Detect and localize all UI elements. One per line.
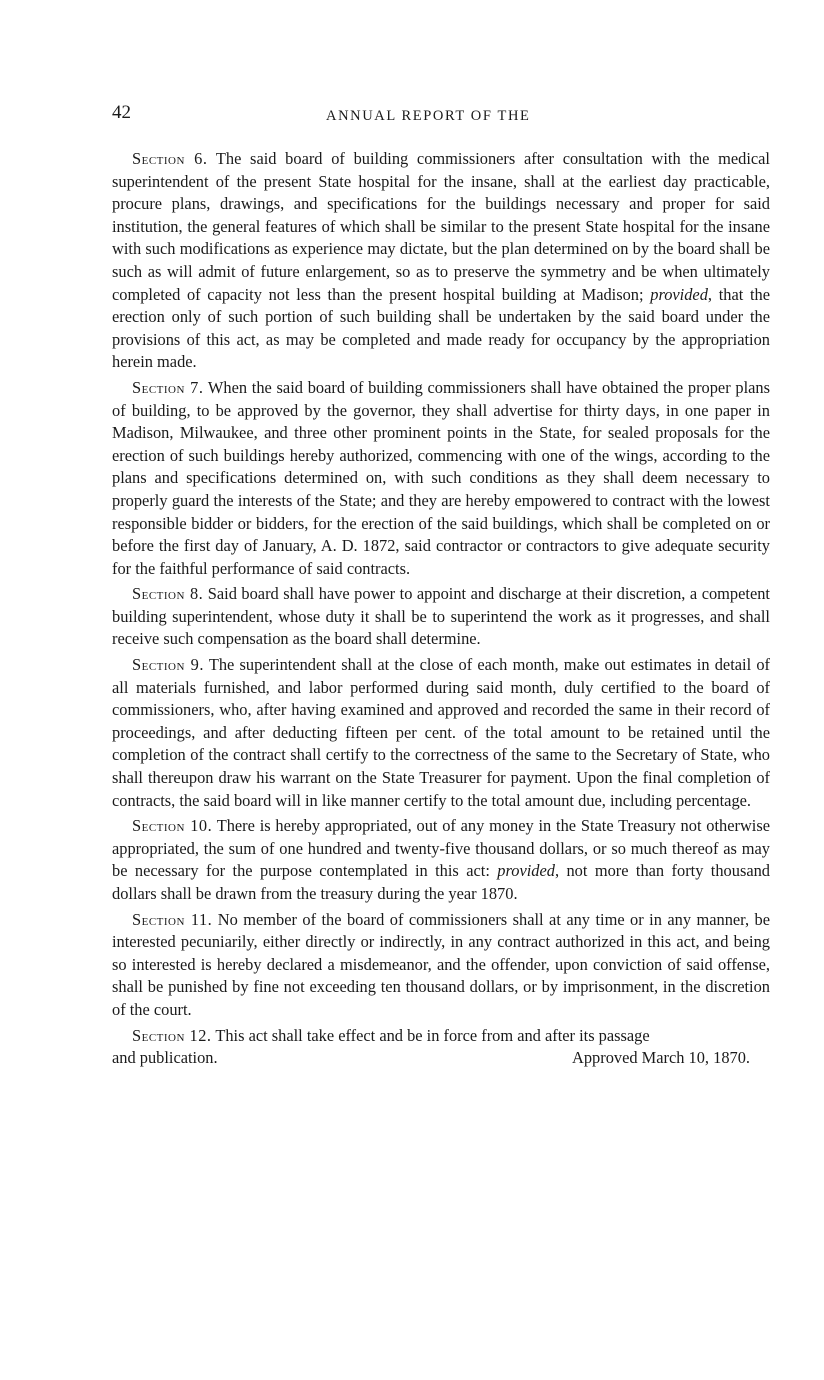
section-10 [112, 815, 770, 905]
section-label: Section 9. [132, 655, 204, 675]
section-text: , that the erection only of such portion of such building shall be undertaken by the said board under the provisions of this act, as may be completed and made ready for occupancy by the appropriation herein made. [112, 284, 770, 372]
section-label: Section 12. [132, 1025, 212, 1045]
section-12 [112, 1025, 770, 1070]
section-text: The said board of building commissioners after consultation with the medical superintendent of the present State hospital for the insane, shall at the earliest day practicable, procure plans, drawings, and specifications for the buildings necessary and proper for said institution, the general features of which shall be similar to the present State hospital for the insane with such modifications as experience may dictate, but the plan determined on by the board shall be such as will admit of future enlargement, so as to preserve the symmetry and be when ultimately completed of capacity not less than the present hospital building at Madison; [112, 149, 770, 304]
proviso-term: provided [650, 284, 708, 304]
section-11 [112, 909, 770, 1022]
section-text: The superintendent shall at the close of each month, make out estimates in detail of all materials furnished, and labor performed during said month, duly certified to the board of commissioners, who, after having examined and approved and recorded the same in their record of proceedings, and after deducting fifteen per cent. of the total amount to be retained until the completion of the contract shall certify to the correctness of the same to the Secretary of State, who shall thereupon draw his warrant on the State Treasurer for payment. Upon the final completion of contracts, the said board will in like manner certify to the total amount due, including percentage. [112, 655, 770, 810]
section-label: Section 10. [132, 816, 213, 836]
page-number: 42 [112, 102, 131, 123]
section-text: This act shall take effect and be in force from and after its passage [211, 1025, 650, 1045]
section-label: Section 7. [132, 377, 204, 397]
section-text: When the said board of building commissioners shall have obtained the proper plans of building, to be approved by the governor, they shall advertise for thirty days, in one paper in Madison, Milwaukee, and three other prominent points in the State, for sealed proposals for the erection of such buildings hereby authorized, commencing with one of the wings, according to the plans and specifications determined on, with such conditions as they shall deem necessary to properly guard the interests of the State; and they are hereby empowered to contract with the lowest responsible bidder or bidders, for the erection of the said buildings, which shall be completed on or before the first day of January, A. D. 1872, said contractor or contractors to give adequate security for the faithful performance of said contracts. [112, 377, 771, 578]
closing-line [112, 1047, 770, 1070]
section-9 [112, 654, 770, 812]
running-head: ANNUAL REPORT OF THE [326, 108, 531, 124]
section-text-end: and publication. [112, 1048, 218, 1068]
section-label: Section 8. [132, 584, 204, 604]
body-text [112, 148, 770, 1073]
section-text: , not more than forty thousand dollars shall be drawn from the treasury during the year 1870. [112, 861, 770, 903]
section-text: No member of the board of commissioners shall at any time or in any manner, be interested pecuniarily, either directly or indirectly, in any contract authorized in this act, and being so interested is hereby declared a misdemeanor, and the offender, upon conviction of said offense, shall be punished by fine not exceeding ten thousand dollars, or by imprisonment, in the discretion of the court. [112, 909, 770, 1019]
section-7 [112, 377, 770, 580]
section-label: Section 6. [132, 149, 208, 168]
section-text: There is hereby appropriated, out of any money in the State Treasury not otherwise appropriated, the sum of one hundred and twenty-five thousand dollars, or so much thereof as may be necessary for the purpose contemplated in this act: [112, 816, 770, 881]
section-6 [112, 148, 770, 374]
section-label: Section 11. [132, 909, 213, 929]
section-8 [112, 583, 770, 651]
proviso-term: provided [497, 861, 555, 881]
approval-date: Approved March 10, 1870. [572, 1048, 750, 1068]
section-text: Said board shall have power to appoint and discharge at their discretion, a competent building superintendent, whose duty it shall be to superintend the work as it progresses, and shall receive such compensation as the board shall determine. [112, 584, 770, 649]
